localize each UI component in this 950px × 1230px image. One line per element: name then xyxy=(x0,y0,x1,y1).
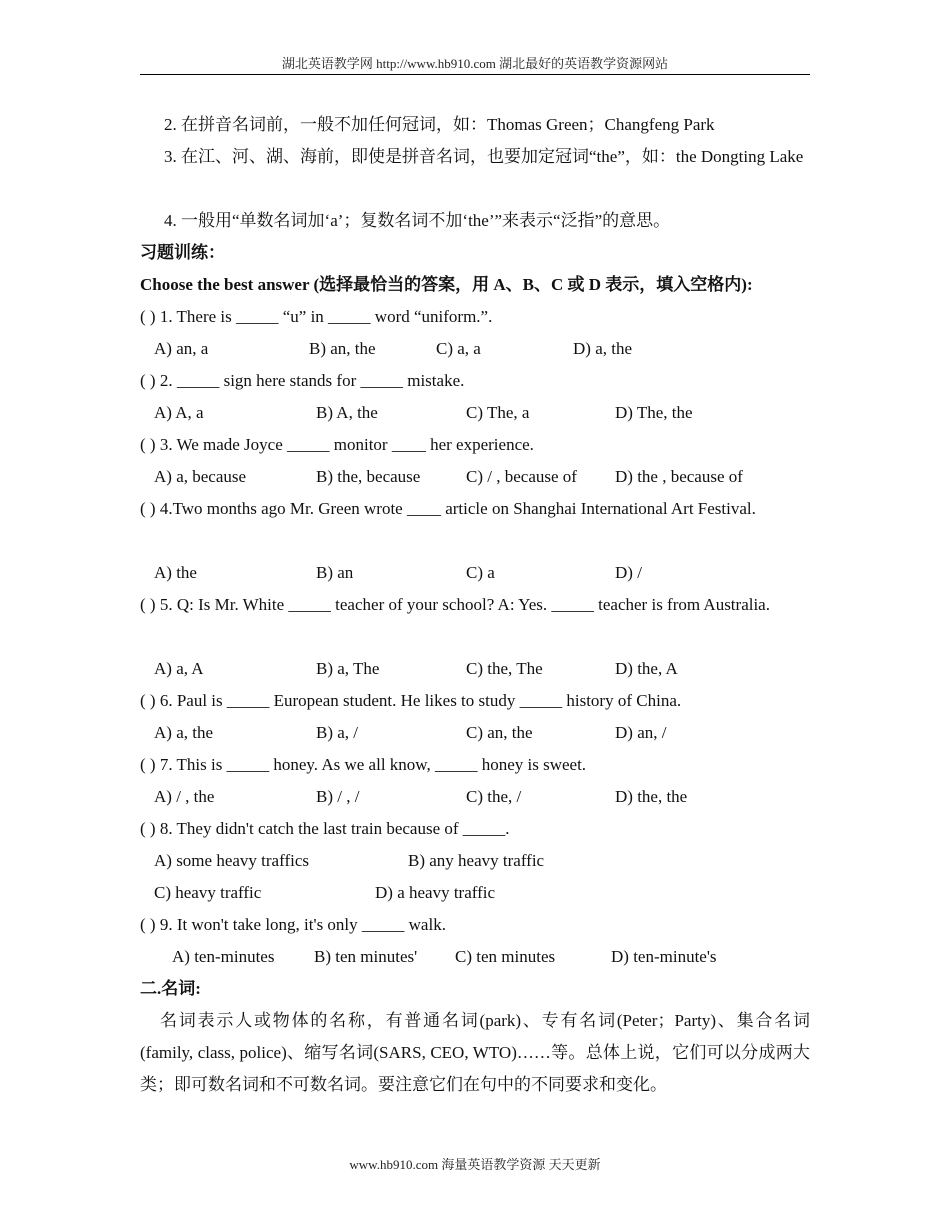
option-d: D) / xyxy=(615,563,642,582)
option-b: B) a, / xyxy=(316,723,359,742)
option-a: A) A, a xyxy=(154,403,204,422)
option-a: A) a, A xyxy=(154,659,204,678)
option-a: A) an, a xyxy=(154,339,209,358)
section-2-paragraph: 名词表示人或物体的名称，有普通名词(park)、专有名词(Peter；Party)、集合名词(family, class, police)、缩写名词(SARS, CEO, WTO)……等。总体上说，它们可以分成两大类；即可数名词和不可数名词。要注意它们在句中的不同要求和变化。 xyxy=(140,1011,810,1094)
option-c: C) heavy traffic xyxy=(154,883,262,902)
header-divider xyxy=(140,74,810,75)
page-footer: www.hb910.com 海量英语教学资源 天天更新 xyxy=(349,1157,601,1172)
option-d: D) the, the xyxy=(615,787,688,806)
option-b: B) any heavy traffic xyxy=(408,851,545,870)
option-d: D) the , because of xyxy=(615,467,743,486)
option-b: B) / , / xyxy=(316,787,360,806)
option-b: B) A, the xyxy=(316,403,378,422)
question-3-options xyxy=(140,461,810,493)
option-c: C) a, a xyxy=(436,339,481,358)
question-2-options xyxy=(140,397,810,429)
option-d: D) an, / xyxy=(615,723,667,742)
option-a: A) some heavy traffics xyxy=(154,851,309,870)
section-2-heading: 二.名词: xyxy=(140,979,201,998)
option-b: B) an, the xyxy=(309,339,376,358)
page-header: 湖北英语教学网 http://www.hb910.com 湖北最好的英语教学资源网站 xyxy=(281,56,669,71)
question-3: ( ) 3. We made Joyce _____ monitor ____ her experience. xyxy=(140,435,534,454)
question-6-options xyxy=(140,717,810,749)
option-b: B) the, because xyxy=(316,467,421,486)
question-5-options xyxy=(140,653,810,685)
question-5: ( ) 5. Q: Is Mr. White _____ teacher of your school? A: Yes. _____ teacher is from Australia. xyxy=(140,595,770,614)
option-a: A) a, the xyxy=(154,723,214,742)
question-1: ( ) 1. There is _____ “u” in _____ word “uniform.”. xyxy=(140,307,493,326)
question-8-options-row1 xyxy=(140,845,810,877)
question-7-options xyxy=(140,781,810,813)
option-c: C) a xyxy=(466,563,495,582)
option-d: D) a heavy traffic xyxy=(375,883,496,902)
question-4: ( ) 4.Two months ago Mr. Green wrote ____ article on Shanghai International Art Festival. xyxy=(140,499,756,518)
question-8: ( ) 8. They didn't catch the last train because of _____. xyxy=(140,819,510,838)
document-body xyxy=(140,109,810,1101)
option-c: C) The, a xyxy=(466,403,530,422)
option-d: D) the, A xyxy=(615,659,678,678)
option-b: B) ten minutes' xyxy=(314,947,418,966)
option-c: C) ten minutes xyxy=(455,947,556,966)
option-a: A) / , the xyxy=(154,787,215,806)
rule-3: 3. 在江、河、湖、海前，即使是拼音名词，也要加定冠词“the”，如：the Dongting Lake xyxy=(164,147,804,166)
question-2: ( ) 2. _____ sign here stands for _____ mistake. xyxy=(140,371,465,390)
option-b: B) an xyxy=(316,563,354,582)
exercise-heading: 习题训练： xyxy=(140,243,225,262)
option-c: C) the, / xyxy=(466,787,522,806)
question-7: ( ) 7. This is _____ honey. As we all know, _____ honey is sweet. xyxy=(140,755,587,774)
option-d: D) ten-minute's xyxy=(611,947,717,966)
question-8-options-row2 xyxy=(140,877,810,909)
option-a: A) the xyxy=(154,563,197,582)
question-4-options xyxy=(140,557,810,589)
exercise-instruction: Choose the best answer (选择最恰当的答案，用 A、B、C 或 D 表示，填入空格内): xyxy=(140,275,753,294)
option-b: B) a, The xyxy=(316,659,380,678)
option-a: A) a, because xyxy=(154,467,247,486)
option-c: C) the, The xyxy=(466,659,543,678)
question-9: ( ) 9. It won't take long, it's only _____ walk. xyxy=(140,915,446,934)
question-1-options xyxy=(140,333,810,365)
option-a: A) ten-minutes xyxy=(172,947,275,966)
question-6: ( ) 6. Paul is _____ European student. He likes to study _____ history of China. xyxy=(140,691,682,710)
rule-4: 4. 一般用“单数名词加‘a’；复数名词不加‘the’”来表示“泛指”的意思。 xyxy=(164,211,671,230)
rule-2: 2. 在拼音名词前，一般不加任何冠词，如：Thomas Green；Changfeng Park xyxy=(164,115,715,134)
question-9-options xyxy=(140,941,810,973)
option-c: C) an, the xyxy=(466,723,533,742)
option-d: D) a, the xyxy=(573,339,633,358)
option-c: C) / , because of xyxy=(466,467,577,486)
option-d: D) The, the xyxy=(615,403,693,422)
